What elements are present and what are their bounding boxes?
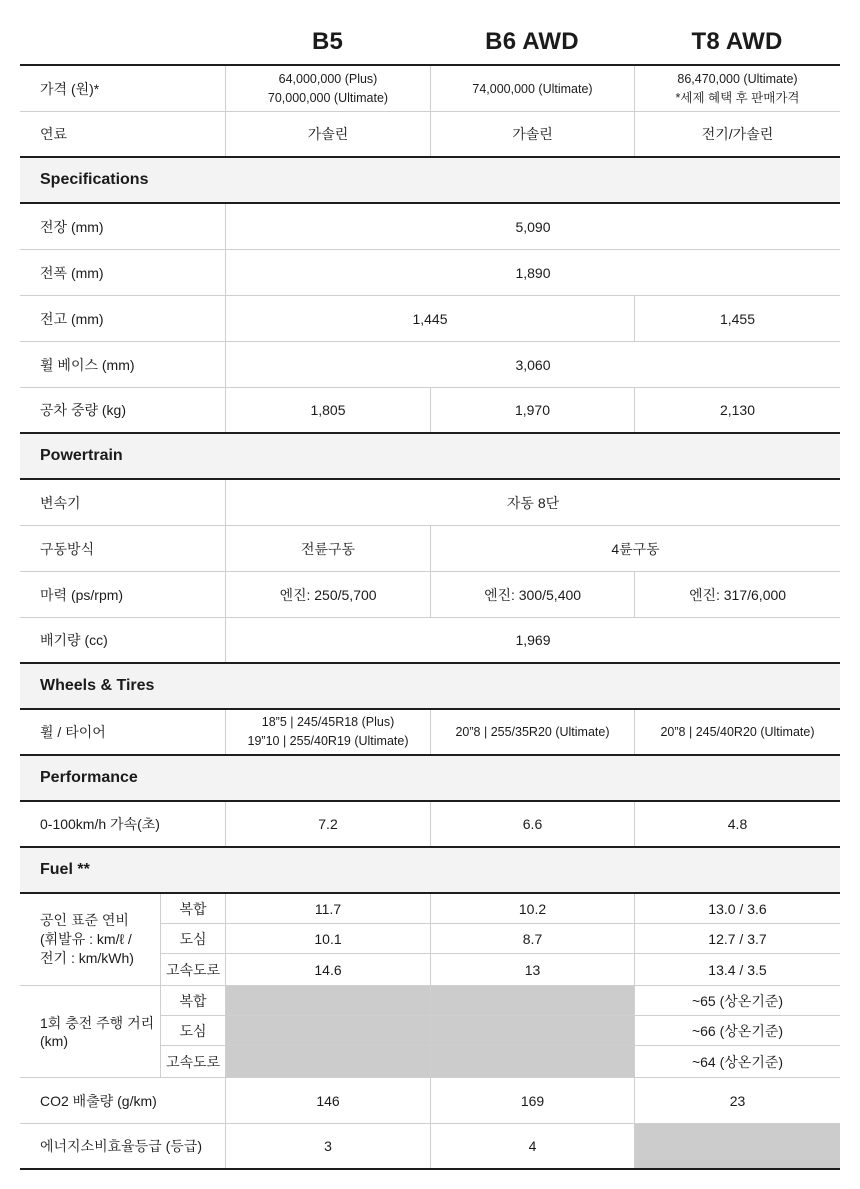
length-row bbox=[20, 204, 840, 250]
drive-mode-label: 도심 bbox=[160, 1016, 225, 1045]
not-applicable-cell bbox=[225, 986, 430, 1015]
section-title: Specifications bbox=[40, 171, 149, 188]
price-line: 74,000,000 (Ultimate) bbox=[472, 81, 593, 96]
range-city-row bbox=[160, 1016, 840, 1046]
value-b6: 6.6 bbox=[430, 802, 634, 846]
price-b5 bbox=[225, 66, 430, 111]
row-label: 휠 / 타이어 bbox=[40, 724, 106, 740]
horsepower-row bbox=[20, 572, 840, 618]
displacement-row bbox=[20, 618, 840, 664]
electric-range-group bbox=[20, 986, 840, 1078]
value-t8: 20”8 | 245/40R20 (Ultimate) bbox=[634, 710, 840, 754]
header-spacer bbox=[20, 0, 225, 64]
model-name-b5: B5 bbox=[311, 28, 344, 55]
section-title: Powertrain bbox=[40, 447, 123, 464]
range-combined-row bbox=[160, 986, 840, 1016]
not-applicable-cell bbox=[634, 1124, 840, 1168]
value-t8: 13.0 / 3.6 bbox=[634, 894, 840, 923]
row-label: 구동방식 bbox=[40, 540, 95, 557]
electric-range-rows bbox=[160, 986, 840, 1077]
energy-grade-row bbox=[20, 1124, 840, 1170]
fuel-efficiency-label bbox=[20, 894, 160, 985]
value-b5: 14.6 bbox=[225, 954, 430, 985]
drive-mode-label: 고속도로 bbox=[160, 954, 225, 985]
value-b5: 엔진: 250/5,700 bbox=[225, 572, 430, 617]
tire-spec-line: 18”5 | 245/45R18 (Plus) bbox=[261, 715, 395, 729]
label-line: (km) bbox=[40, 1032, 68, 1049]
height-row bbox=[20, 296, 840, 342]
price-line: 70,000,000 (Ultimate) bbox=[267, 90, 389, 105]
drive-mode-label: 도심 bbox=[160, 924, 225, 953]
price-line: 64,000,000 (Plus) bbox=[278, 71, 378, 86]
section-powertrain bbox=[20, 434, 840, 480]
wheel-tire-row bbox=[20, 710, 840, 756]
drivetrain-row bbox=[20, 526, 840, 572]
value-b5: 7.2 bbox=[225, 802, 430, 846]
model-name-t8-awd: T8 AWD bbox=[691, 28, 783, 55]
not-applicable-cell bbox=[430, 986, 634, 1015]
value-all-models: 1,890 bbox=[225, 250, 840, 295]
row-label: 0-100km/h 가속(초) bbox=[40, 816, 160, 832]
row-label: 연료 bbox=[40, 126, 68, 142]
not-applicable-cell bbox=[225, 1046, 430, 1077]
fuel-efficiency-rows bbox=[160, 894, 840, 985]
value-b6: 가솔린 bbox=[430, 112, 634, 156]
value-b6: 13 bbox=[430, 954, 634, 985]
not-applicable-cell bbox=[430, 1046, 634, 1077]
value-b6: 1,970 bbox=[430, 388, 634, 432]
section-title: Fuel ** bbox=[40, 861, 90, 878]
model-header bbox=[20, 0, 840, 64]
value-t8: 전기/가솔린 bbox=[634, 112, 840, 156]
price-b6 bbox=[430, 66, 634, 111]
value-b5: 전륜구동 bbox=[225, 526, 430, 571]
value-all-models: 3,060 bbox=[225, 342, 840, 387]
value-t8: ~65 (상온기준) bbox=[634, 986, 840, 1015]
co2-row bbox=[20, 1078, 840, 1124]
row-label: 공차 중량 (kg) bbox=[40, 402, 126, 418]
fuel-type-row bbox=[20, 112, 840, 158]
row-label: CO2 배출량 (g/km) bbox=[40, 1092, 157, 1109]
section-title: Wheels & Tires bbox=[40, 677, 155, 694]
acceleration-row bbox=[20, 802, 840, 848]
drive-mode-label: 고속도로 bbox=[160, 1046, 225, 1077]
section-wheels-tires bbox=[20, 664, 840, 710]
value-t8: 13.4 / 3.5 bbox=[634, 954, 840, 985]
value-b6-t8: 4륜구동 bbox=[430, 526, 840, 571]
drive-mode-label: 복합 bbox=[160, 986, 225, 1015]
model-name-b6-awd: B6 AWD bbox=[485, 28, 579, 55]
value-b6: 엔진: 300/5,400 bbox=[430, 572, 634, 617]
row-label: 가격 (원)* bbox=[40, 80, 100, 97]
label-line: 전기 : km/kWh) bbox=[40, 950, 134, 966]
row-label: 전장 (mm) bbox=[40, 218, 104, 235]
section-title: Performance bbox=[40, 769, 138, 786]
row-label: 휠 베이스 (mm) bbox=[40, 356, 135, 373]
efficiency-highway-row bbox=[160, 954, 840, 985]
row-label: 마력 (ps/rpm) bbox=[40, 586, 124, 603]
value-b5-b6: 1,445 bbox=[225, 296, 634, 341]
value-all-models: 자동 8단 bbox=[225, 480, 840, 525]
value-b6: 10.2 bbox=[430, 894, 634, 923]
fuel-efficiency-group bbox=[20, 894, 840, 986]
value-b5 bbox=[225, 710, 430, 754]
row-label: 전폭 (mm) bbox=[40, 264, 104, 281]
value-t8: 12.7 / 3.7 bbox=[634, 924, 840, 953]
spec-table bbox=[20, 64, 840, 1170]
value-b5: 146 bbox=[225, 1078, 430, 1123]
section-specifications bbox=[20, 158, 840, 204]
electric-range-label bbox=[20, 986, 160, 1077]
width-row bbox=[20, 250, 840, 296]
value-t8: 2,130 bbox=[634, 388, 840, 432]
not-applicable-cell bbox=[430, 1016, 634, 1045]
wheelbase-row bbox=[20, 342, 840, 388]
spec-sheet bbox=[20, 0, 840, 1170]
value-all-models: 1,969 bbox=[225, 618, 840, 662]
row-label: 배기량 (cc) bbox=[40, 632, 108, 648]
section-fuel bbox=[20, 848, 840, 894]
row-label: 전고 (mm) bbox=[40, 310, 104, 327]
value-t8: ~64 (상온기준) bbox=[634, 1046, 840, 1077]
value-b5: 10.1 bbox=[225, 924, 430, 953]
value-b5: 1,805 bbox=[225, 388, 430, 432]
drive-mode-label: 복합 bbox=[160, 894, 225, 923]
value-t8: ~66 (상온기준) bbox=[634, 1016, 840, 1045]
range-highway-row bbox=[160, 1046, 840, 1077]
value-b6: 20”8 | 255/35R20 (Ultimate) bbox=[430, 710, 634, 754]
value-t8: 1,455 bbox=[634, 296, 840, 341]
label-line: 공인 표준 연비 bbox=[40, 912, 129, 928]
transmission-row bbox=[20, 480, 840, 526]
price-note: *세제 혜택 후 판매가격 bbox=[675, 90, 800, 105]
price-line: 86,470,000 (Ultimate) bbox=[677, 71, 798, 86]
value-t8: 23 bbox=[634, 1078, 840, 1123]
label-line: 1회 충전 주행 거리 bbox=[40, 1014, 155, 1031]
not-applicable-cell bbox=[225, 1016, 430, 1045]
efficiency-combined-row bbox=[160, 894, 840, 924]
value-b6: 4 bbox=[430, 1124, 634, 1168]
value-t8: 엔진: 317/6,000 bbox=[634, 572, 840, 617]
value-b5: 가솔린 bbox=[225, 112, 430, 156]
value-b6: 8.7 bbox=[430, 924, 634, 953]
label-line: (휘발유 : km/ℓ / bbox=[40, 931, 132, 947]
value-b5: 3 bbox=[225, 1124, 430, 1168]
curb-weight-row bbox=[20, 388, 840, 434]
tire-spec-line: 19”10 | 255/40R19 (Ultimate) bbox=[247, 734, 409, 748]
row-label: 에너지소비효율등급 (등급) bbox=[40, 1138, 202, 1154]
value-b5: 11.7 bbox=[225, 894, 430, 923]
row-label: 변속기 bbox=[40, 494, 81, 511]
value-t8: 4.8 bbox=[634, 802, 840, 846]
efficiency-city-row bbox=[160, 924, 840, 954]
price-t8 bbox=[634, 66, 840, 111]
price-row bbox=[20, 66, 840, 112]
value-all-models: 5,090 bbox=[225, 204, 840, 249]
value-b6: 169 bbox=[430, 1078, 634, 1123]
section-performance bbox=[20, 756, 840, 802]
